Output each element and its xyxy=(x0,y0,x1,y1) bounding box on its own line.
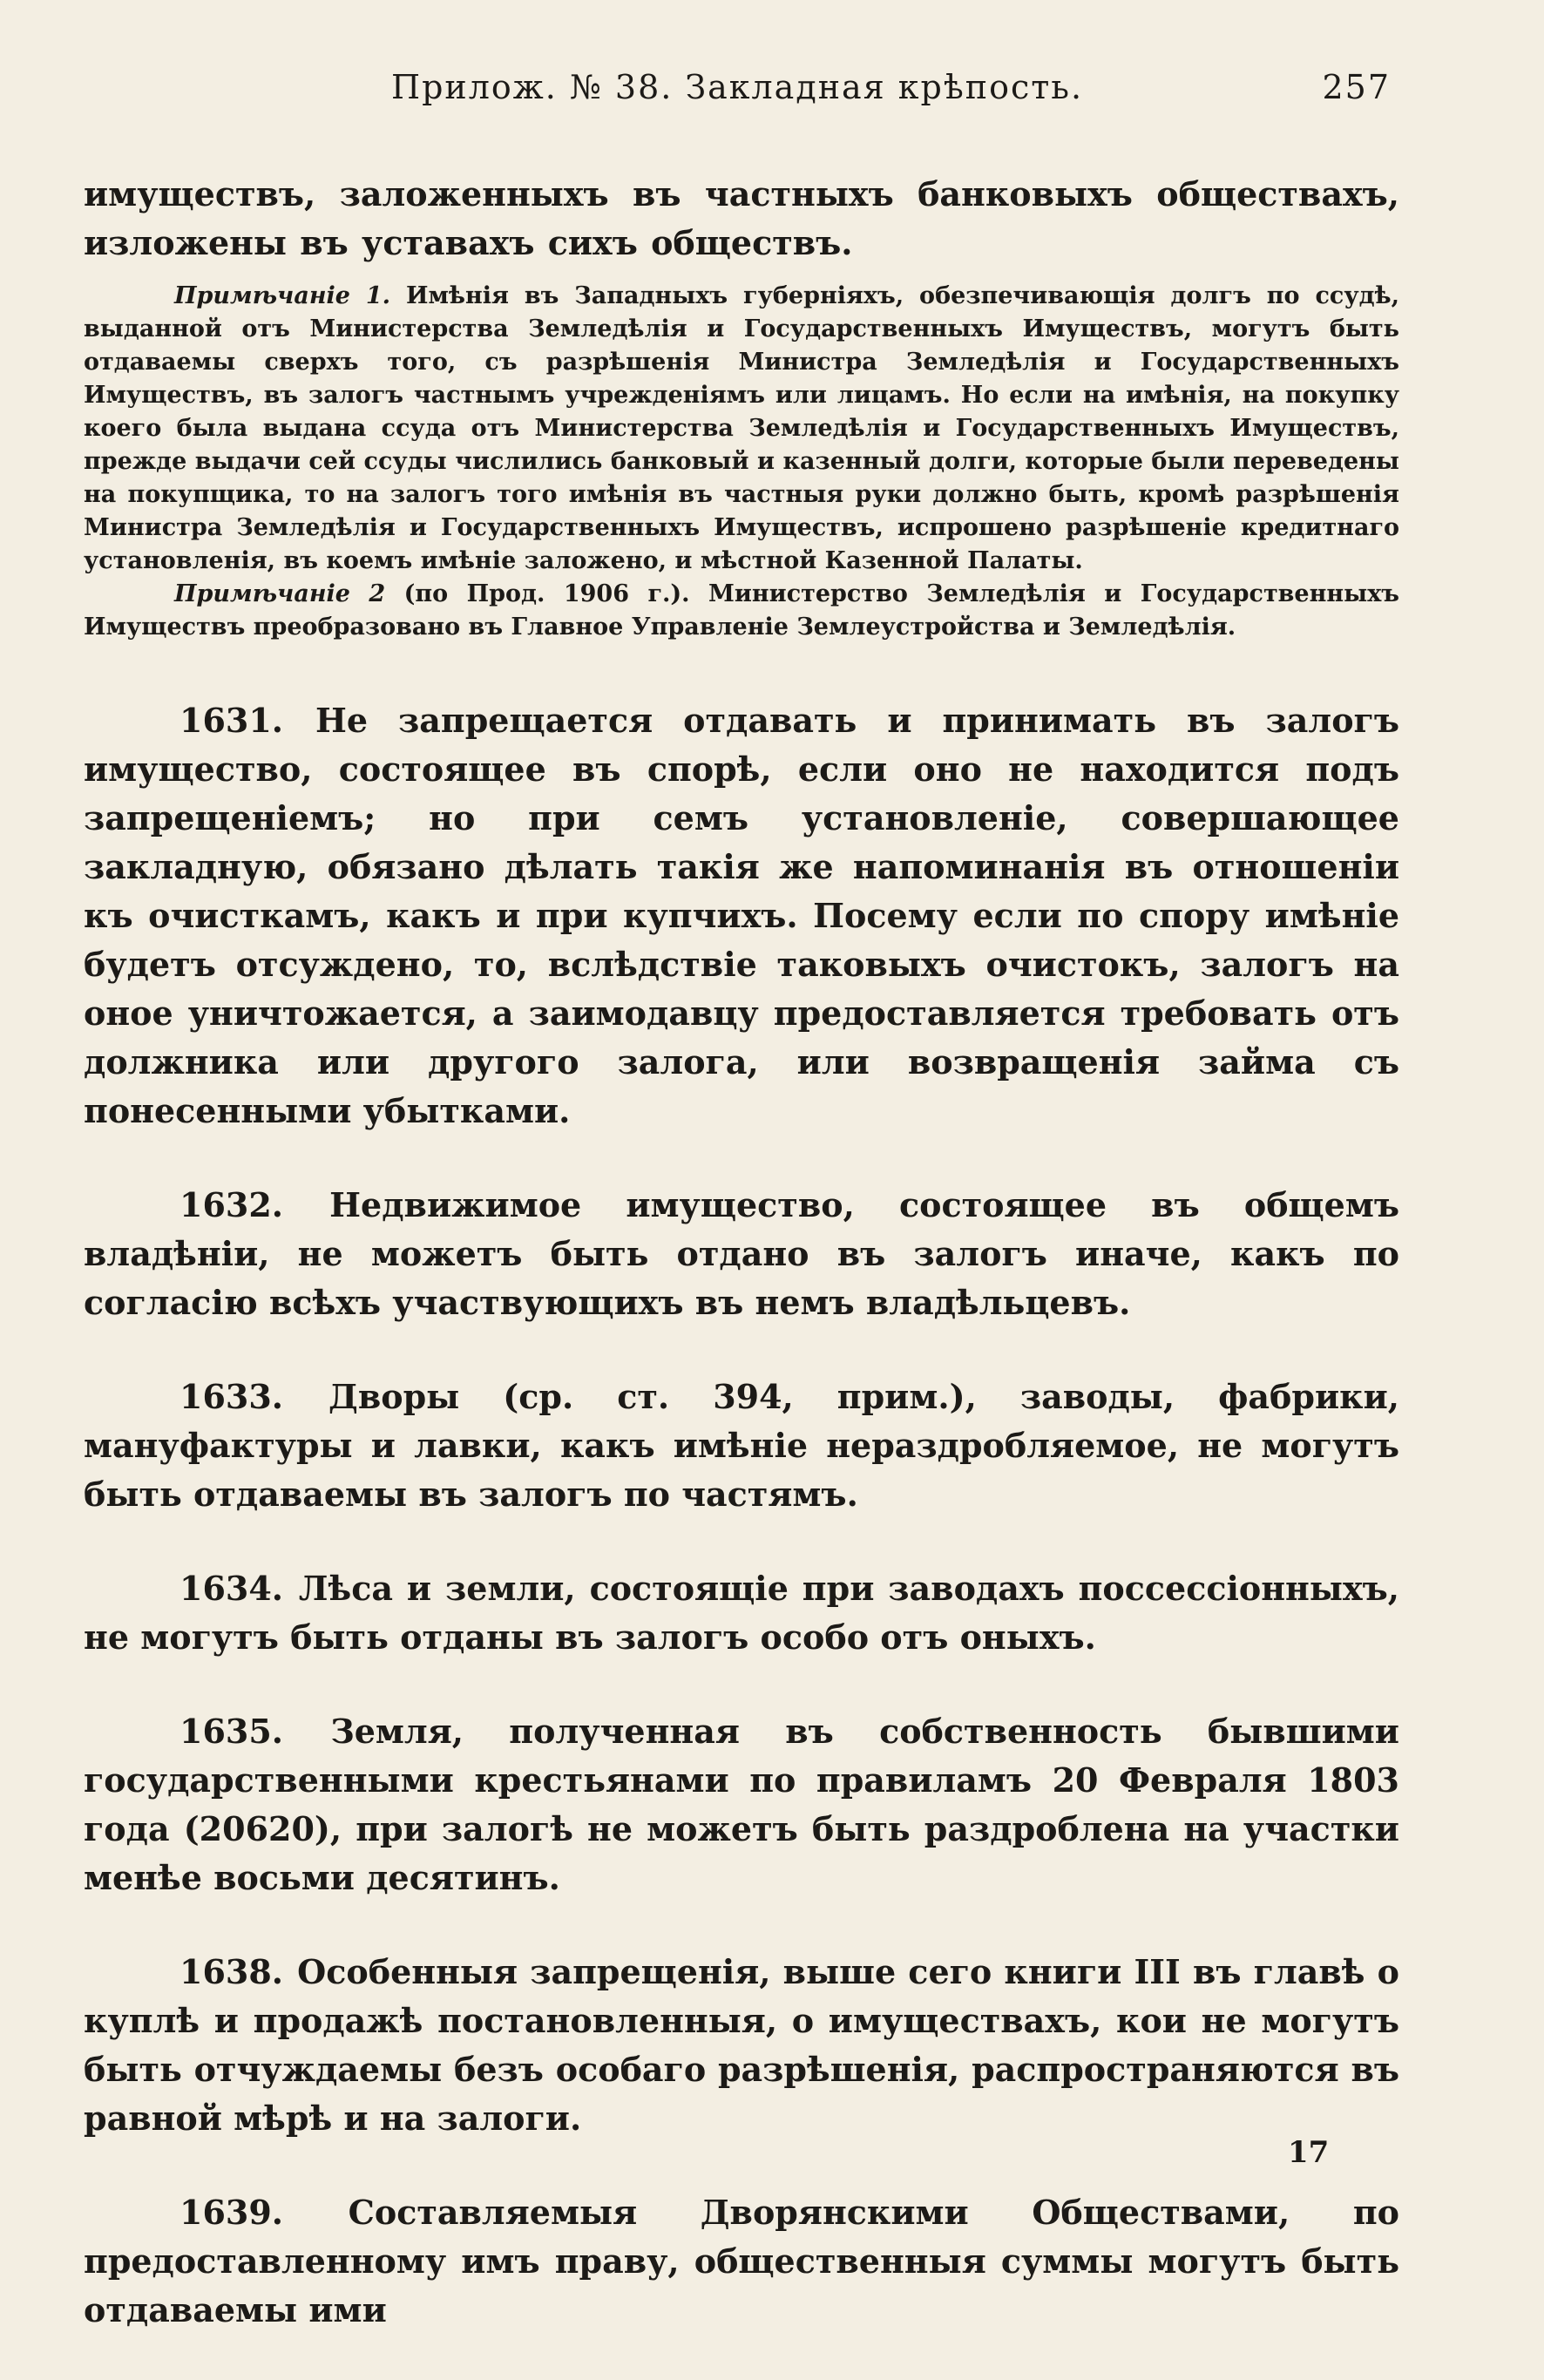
page-body xyxy=(84,170,1399,2380)
note-1-text: Имѣнія въ Западныхъ губерніяхъ, обезпечивающія долгъ по ссудѣ, выданной отъ Министерства Земледѣлія и Государственныхъ Имуществъ, могутъ быть отдаваемы сверхъ того, съ разрѣшенія Министра Земледѣлія и Государственныхъ Имуществъ, въ залогъ частнымъ учрежденіямъ или лицамъ. Но если на имѣнія, на покупку коего была выдана ссуда отъ Министерства Земледѣлія и Государственныхъ Имуществъ, прежде выдачи сей ссуды числились банковый и казенный долги, которые были переведены на покупщика, то на залогъ того имѣнія въ частныя руки должно быть, кромѣ разрѣшенія Министра Земледѣлія и Государственныхъ Имуществъ, испрошено разрѣшеніе кредитнаго установленія, въ коемъ имѣніе заложено, и мѣстной Казенной Палаты. xyxy=(84,282,1399,574)
page-header xyxy=(84,61,1391,113)
note-2 xyxy=(84,578,1399,644)
article-number: 1639. xyxy=(179,2193,283,2232)
note-2-text: (по Прод. 1906 г.). Министерство Земледѣлія и Государственныхъ Имуществъ преобразовано въ Главное Управленіе Землеустройства и Земледѣлія. xyxy=(84,580,1400,641)
article-text: Особенныя запрещенія, выше сего книги III въ главѣ о куплѣ и продажѣ постановленныя, о имуществахъ, кои не могутъ быть отчуждаемы безъ особаго разрѣшенія, распространяются въ равной мѣрѣ и на залоги. xyxy=(84,1952,1399,2138)
page-number: 257 xyxy=(1322,68,1391,106)
article-1632 xyxy=(84,1181,1399,1327)
article-1633 xyxy=(84,1373,1399,1519)
article-number: 1634. xyxy=(179,1569,283,1608)
article-text: Лѣса и земли, состоящіе при заводахъ поссессіонныхъ, не могутъ быть отданы въ залогъ особо отъ оныхъ. xyxy=(84,1569,1400,1657)
signature-mark: 17 xyxy=(1288,2135,1330,2170)
article-number: 1633. xyxy=(179,1377,283,1416)
article-text: Дворы (ср. ст. 394, прим.), заводы, фабрики, мануфактуры и лавки, какъ имѣніе нераздробляемое, не могутъ быть отдаваемы въ залогъ по частямъ. xyxy=(84,1377,1399,1514)
article-1639 xyxy=(84,2188,1399,2335)
article-1638 xyxy=(84,1948,1399,2143)
article-number: 1631. xyxy=(179,701,283,740)
intro-paragraph: имуществъ, заложенныхъ въ частныхъ банковыхъ обществахъ, изложены въ уставахъ сихъ обществъ. xyxy=(84,174,1399,262)
running-title: Прилож. № 38. Закладная крѣпость. xyxy=(390,68,1084,106)
note-2-label: Примѣчаніе 2 xyxy=(174,580,386,607)
article-number: 1635. xyxy=(179,1712,283,1751)
article-number: 1632. xyxy=(179,1185,283,1224)
article-text: Недвижимое имущество, состоящее въ общемъ владѣніи, не можетъ быть отдано въ залогъ иначе, какъ по согласію всѣхъ участвующихъ въ немъ владѣльцевъ. xyxy=(84,1185,1399,1322)
article-1635 xyxy=(84,1707,1399,1902)
note-1 xyxy=(84,280,1399,578)
notes-block xyxy=(84,280,1399,644)
article-number: 1638. xyxy=(179,1952,283,1991)
article-1631 xyxy=(84,696,1399,1136)
article-text: Составляемыя Дворянскими Обществами, по предоставленному имъ праву, общественныя суммы могутъ быть отдаваемы ими xyxy=(84,2193,1399,2329)
note-1-label: Примѣчаніе 1. xyxy=(174,282,391,309)
article-text: Земля, полученная въ собственность бывшими государственными крестьянами по правиламъ 20 Февраля 1803 года (20620), при залогѣ не можетъ быть раздроблена на участки менѣе восьми десятинъ. xyxy=(84,1712,1399,1897)
article-text: Не запрещается отдавать и принимать въ залогъ имущество, состоящее въ спорѣ, если оно не находится подъ запрещеніемъ; но при семъ установленіе, совершающее закладную, обязано дѣлать такія же напоминанія въ отношеніи къ очисткамъ, какъ и при купчихъ. Посему если по спору имѣніе будетъ отсуждено, то, вслѣдствіе таковыхъ очистокъ, залогъ на оное уничтожается, а заимодавцу предоставляется требовать отъ должника или другого залога, или возвращенія займа съ понесенными убытками. xyxy=(84,701,1399,1130)
article-1634 xyxy=(84,1564,1399,1662)
